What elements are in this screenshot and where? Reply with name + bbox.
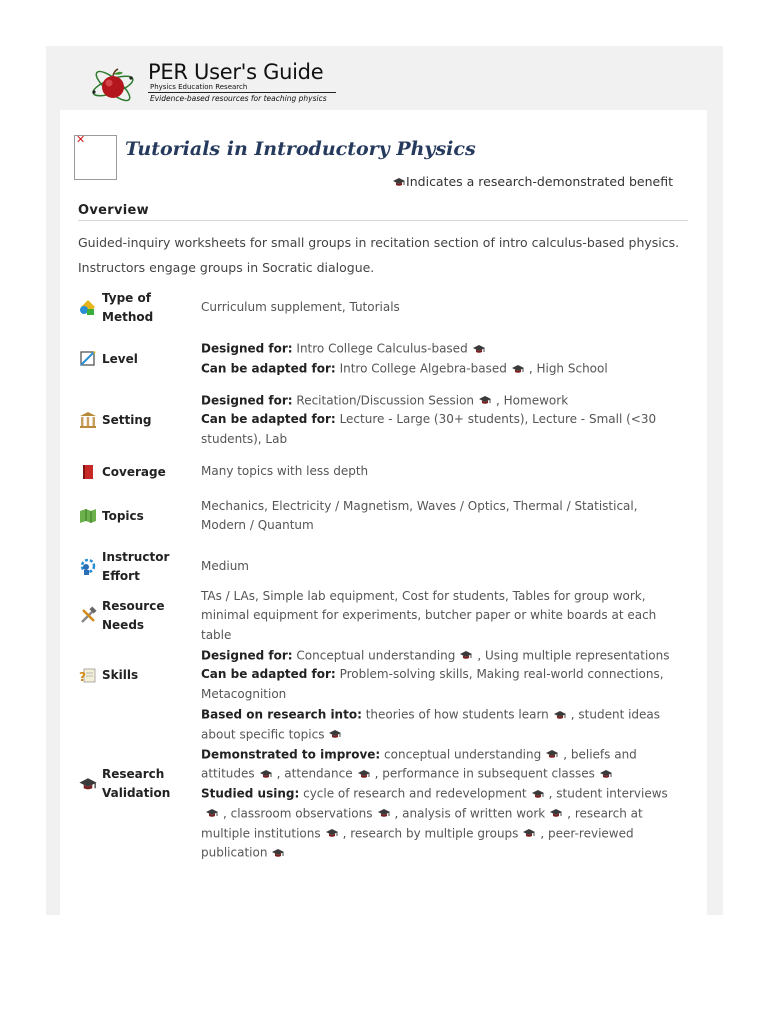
row-method — [78, 288, 698, 328]
broken-image-icon: ✕ — [76, 133, 86, 146]
demo-item: , performance in subsequent classes — [374, 766, 595, 781]
research-legend — [392, 174, 673, 189]
row-label — [78, 548, 201, 586]
label-line: Needs — [102, 618, 145, 632]
designed-tail: , Using multiple representations — [477, 647, 670, 662]
label-line: Coverage — [102, 464, 166, 479]
label-line: Skills — [102, 667, 139, 682]
grad-cap-icon — [357, 769, 371, 779]
adapted-label: Can be adapted for: — [201, 667, 336, 682]
method-value: Curriculum supplement, Tutorials — [201, 300, 400, 315]
broken-image-placeholder — [74, 135, 117, 180]
row-label — [78, 462, 201, 482]
site-subtitle: Physics Education Research — [150, 83, 248, 91]
site-tagline: Evidence-based resources for teaching physics — [150, 94, 327, 103]
label-line: Resource — [102, 599, 165, 613]
based-item: theories of how students learn — [365, 707, 549, 722]
grad-cap-icon — [531, 789, 545, 799]
logo-divider — [148, 92, 336, 93]
based-label: Based on research into: — [201, 707, 362, 722]
page-frame — [46, 46, 723, 915]
adapted-label: Can be adapted for: — [201, 412, 336, 427]
grad-cap-icon — [511, 364, 525, 374]
effort-value: Medium — [201, 559, 249, 574]
row-effort — [78, 547, 698, 587]
question-note-icon — [78, 665, 98, 685]
designed-value: Conceptual understanding — [296, 647, 456, 662]
row-skills — [78, 645, 698, 705]
row-label — [78, 349, 201, 369]
adapted-tail: , High School — [528, 361, 608, 376]
ruler-pencil-icon — [78, 349, 98, 369]
grad-cap-icon — [328, 729, 342, 739]
studied-item: , research by multiple groups — [342, 825, 519, 840]
atom-apple-logo-icon[interactable] — [90, 62, 136, 106]
studied-item: cycle of research and redevelopment — [303, 786, 527, 801]
site-header — [46, 46, 723, 110]
studied-item: , student interviews — [548, 786, 668, 801]
label-line: Level — [102, 351, 138, 366]
label-line: Method — [102, 310, 154, 324]
grad-cap-icon — [325, 828, 339, 838]
designed-label: Designed for: — [201, 647, 293, 662]
row-coverage — [78, 459, 698, 485]
overview-text: Guided-inquiry worksheets for small groups in recitation section of intro calculus-based physics. Instructors engage groups in Socratic dialogue. — [78, 235, 680, 275]
grad-cap-icon — [271, 848, 285, 858]
row-label — [78, 765, 201, 803]
adapted-value: Lecture - Large (30+ students), Lecture - Small (<30 students), Lab — [201, 412, 657, 446]
designed-label: Designed for: — [201, 341, 293, 356]
grad-cap-icon — [392, 177, 406, 187]
label-line: Setting — [102, 412, 152, 427]
grad-cap-icon — [78, 774, 98, 794]
label-line: Type of — [102, 291, 151, 305]
label-line: Research — [102, 767, 165, 781]
demo-item: , attendance — [276, 766, 353, 781]
label-line: Effort — [102, 569, 140, 583]
grad-cap-icon — [459, 650, 473, 660]
studied-item: , research at multiple institutions — [201, 806, 643, 840]
row-topics — [78, 494, 698, 538]
row-research — [78, 707, 698, 860]
studied-label: Studied using: — [201, 786, 300, 801]
tools-icon — [78, 606, 98, 626]
grad-cap-icon — [472, 344, 486, 354]
building-columns-icon — [78, 410, 98, 430]
based-item: , student ideas about specific topics — [201, 707, 661, 741]
coverage-value: Many topics with less depth — [201, 464, 369, 479]
grad-cap-icon — [205, 808, 219, 818]
demo-item: conceptual understanding — [384, 746, 542, 761]
adapted-value: Intro College Algebra-based — [339, 361, 507, 376]
adapted-value: Problem-solving skills, Making real-world connections, Metacognition — [201, 667, 664, 701]
grad-cap-icon — [478, 395, 492, 405]
demo-label: Demonstrated to improve: — [201, 746, 381, 761]
row-label — [78, 597, 201, 635]
main-content — [60, 110, 707, 915]
label-line: Topics — [102, 508, 144, 523]
studied-item: , peer-reviewed publication — [201, 825, 634, 860]
research-value — [201, 705, 681, 863]
grad-cap-icon — [259, 769, 273, 779]
page-title: Tutorials in Introductory Physics — [125, 138, 476, 160]
map-icon — [78, 506, 98, 526]
level-value — [201, 339, 681, 379]
row-setting — [78, 390, 698, 450]
skills-value — [201, 646, 681, 705]
svg-text:?: ? — [79, 670, 86, 684]
row-level — [78, 337, 698, 381]
site-title[interactable]: PER User's Guide — [148, 60, 324, 84]
grad-cap-icon — [545, 749, 559, 759]
row-label — [78, 410, 201, 430]
row-label — [78, 506, 201, 526]
studied-item: , classroom observations — [223, 806, 373, 820]
row-label — [78, 665, 201, 685]
setting-value — [201, 391, 681, 450]
topics-value: Mechanics, Electricity / Magnetism, Waves / Optics, Thermal / Statistical, Modern / Quantum — [201, 498, 638, 532]
label-line: Validation — [102, 786, 171, 800]
grad-cap-icon — [549, 808, 563, 818]
designed-label: Designed for: — [201, 392, 293, 407]
designed-value: Intro College Calculus-based — [296, 341, 468, 356]
adapted-label: Can be adapted for: — [201, 361, 336, 376]
row-needs — [78, 588, 698, 642]
label-line: Instructor — [102, 550, 170, 564]
designed-value: Recitation/Discussion Session — [296, 392, 475, 407]
overview-divider — [78, 220, 688, 221]
legend-text: Indicates a research-demonstrated benefit — [406, 174, 673, 189]
person-gear-icon — [78, 557, 98, 577]
grad-cap-icon — [553, 710, 567, 720]
attribute-table — [78, 288, 698, 863]
grad-cap-icon — [377, 808, 391, 818]
row-label — [78, 289, 201, 327]
overview-heading: Overview — [78, 203, 149, 218]
designed-tail: , Homework — [496, 392, 569, 407]
shapes-icon — [78, 298, 98, 318]
grad-cap-icon — [599, 769, 613, 779]
grad-cap-icon — [522, 828, 536, 838]
demo-item: , beliefs and attitudes — [201, 746, 637, 781]
book-icon — [78, 462, 98, 482]
needs-value: TAs / LAs, Simple lab equipment, Cost for students, Tables for group work, minimal equipment for experiments, butcher paper or white boards at each table — [201, 588, 657, 642]
studied-item: , analysis of written work — [394, 806, 546, 820]
